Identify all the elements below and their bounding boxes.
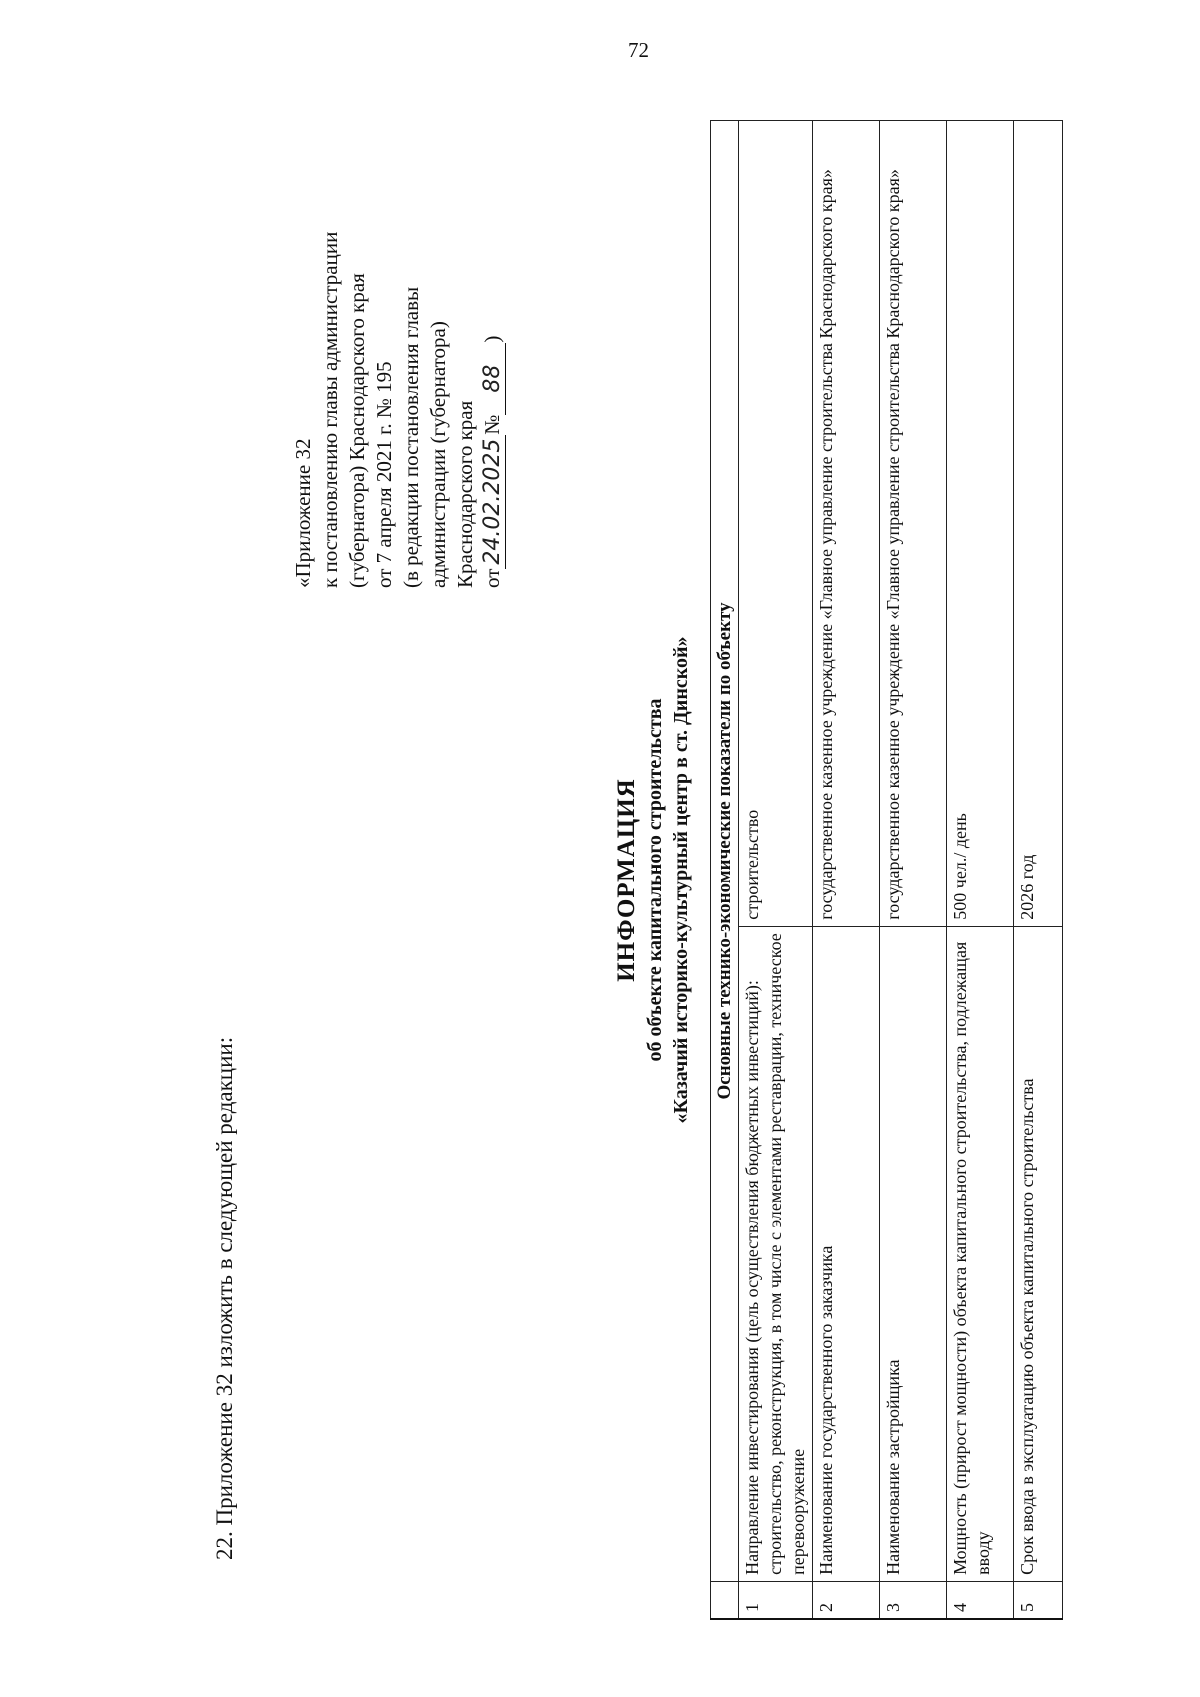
date-prefix: от <box>480 568 504 588</box>
title-main: ИНФОРМАЦИЯ <box>613 778 640 982</box>
appendix-line: (в редакции постановления главы <box>399 286 423 588</box>
row-value: государственное казенное учреждение «Главное управление строительства Краснодарского края» <box>880 121 947 927</box>
row-number: 1 <box>739 1581 813 1619</box>
row-name: Мощность (прирост мощности) объекта капитального строительства, подлежащая вводу <box>947 926 1014 1581</box>
title-sub1: об объекте капитального строительства <box>644 698 666 1062</box>
appendix-line: (губернатора) Краснодарского края <box>345 273 369 588</box>
table-row <box>947 121 1014 1620</box>
table-header: Основные технико-экономические показатели по объекту <box>711 121 739 1582</box>
appendix-reference <box>290 118 506 588</box>
row-value: 2026 год <box>1014 121 1063 927</box>
appendix-date-line <box>479 118 506 588</box>
rotated-page-content <box>120 100 1100 1660</box>
row-value: 500 чел./ день <box>947 121 1014 927</box>
table-header-row <box>711 121 739 1620</box>
handwritten-date: 24.02.2025 <box>480 435 506 569</box>
handwritten-number: 88 <box>480 343 506 415</box>
intro-text: 22. Приложение 32 изложить в следующей редакции: <box>212 1036 237 1560</box>
table-row <box>1014 121 1063 1620</box>
row-value: строительство <box>739 121 813 927</box>
row-number: 4 <box>947 1581 1014 1619</box>
appendix-line: к постановлению главы администрации <box>318 231 342 588</box>
appendix-line: Краснодарского края <box>453 400 477 588</box>
table-row <box>739 121 813 1620</box>
title-sub2: «Казачий историко-культурный центр в ст. Динской» <box>670 636 692 1124</box>
document-title <box>612 100 694 1660</box>
row-value: государственное казенное учреждение «Главное управление строительства Краснодарского края» <box>813 121 880 927</box>
row-name: Наименование застройщика <box>880 926 947 1581</box>
table-row <box>880 121 947 1620</box>
number-prefix: № <box>480 414 504 435</box>
appendix-line: администрации (губернатора) <box>426 321 450 588</box>
row-name: Направление инвестирования (цель осуществления бюджетных инвестиций): строительство, реконструкция, в том числе с элементами реставрации, техническое перевооружение <box>739 926 813 1581</box>
row-number: 5 <box>1014 1581 1063 1619</box>
row-number: 3 <box>880 1581 947 1619</box>
row-name: Наименование государственного заказчика <box>813 926 880 1581</box>
row-number: 2 <box>813 1581 880 1619</box>
indicators-table <box>710 120 1063 1620</box>
header-blank-cell <box>711 1581 739 1619</box>
closing-paren: ) <box>480 335 504 343</box>
row-name: Срок ввода в эксплуатацию объекта капитального строительства <box>1014 926 1063 1581</box>
table-row <box>813 121 880 1620</box>
appendix-line: от 7 апреля 2021 г. № 195 <box>372 361 396 588</box>
appendix-line: «Приложение 32 <box>291 438 315 588</box>
page-number: 72 <box>628 38 649 62</box>
